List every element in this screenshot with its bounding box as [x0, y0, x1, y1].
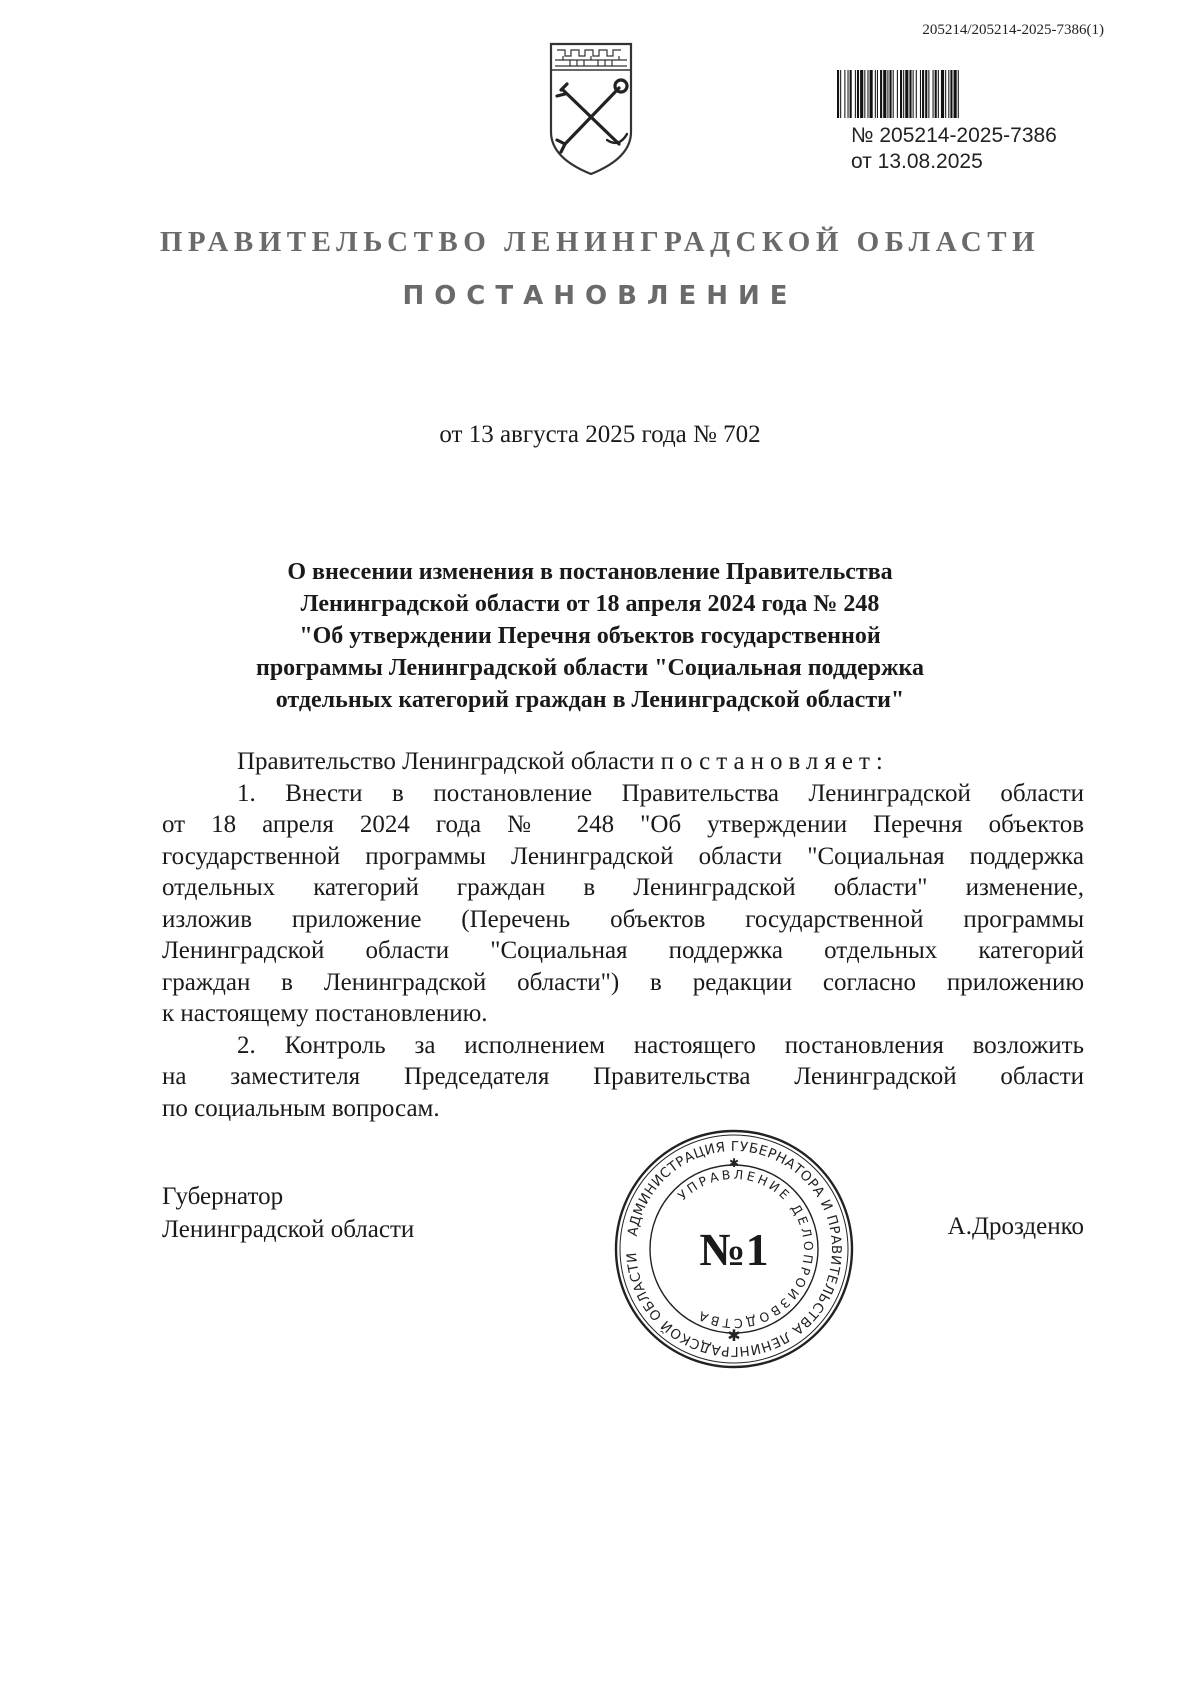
barcode-bar: [905, 70, 908, 118]
signatory-position-line: Губернатор: [162, 1183, 284, 1210]
barcode-bar: [928, 70, 929, 118]
barcode-bar: [875, 70, 876, 118]
document-subject: [160, 556, 1020, 716]
barcode-bar: [880, 70, 882, 118]
document-date-number: от 13 августа 2025 года № 702: [439, 421, 761, 448]
paragraph-1-line: к настоящему постановлению.: [162, 1000, 488, 1027]
barcode-bar: [864, 70, 865, 118]
barcode-bar: [883, 70, 886, 118]
barcode-bar: [933, 70, 934, 118]
subject-line: Ленинградской области от 18 апреля 2024 года № 248: [300, 591, 880, 617]
preamble-text: Правительство Ленинградской области: [237, 748, 661, 775]
barcode-bar: [848, 70, 849, 118]
paragraph-1-line: 1. Внести в постановление Правительства Ленинградской области: [237, 779, 1084, 807]
paragraph-1-line: граждан в Ленинградской области") в редакции согласно приложению: [162, 968, 1084, 996]
barcode-bar: [837, 70, 839, 118]
barcode-bar: [954, 70, 957, 118]
paragraph-1-line: от 18 апреля 2024 года № 248 "Об утверждении Перечня объектов: [162, 811, 1084, 838]
barcode-bar: [941, 70, 944, 118]
paragraph-1-line: изложив приложение (Перечень объектов государственной программы: [162, 905, 1084, 933]
barcode-bar: [935, 70, 937, 118]
document-reference-code: 205214/205214-2025-7386(1): [922, 22, 1104, 38]
barcode-bar: [948, 70, 949, 118]
barcode-bar: [840, 70, 841, 118]
coat-of-arms-emblem: [543, 40, 639, 180]
barcode-bar: [867, 70, 868, 118]
barcode-bar: [887, 70, 888, 118]
paragraph-2-line: 2. Контроль за исполнением настоящего постановления возложить: [237, 1031, 1084, 1059]
official-seal-stamp: [612, 1127, 856, 1371]
paragraph-2-line: по социальным вопросам.: [162, 1094, 440, 1122]
svg-text:✱: ✱: [727, 1326, 741, 1345]
svg-text:УПРАВЛЕНИЕ ДЕЛОПРОИЗВОДСТВА: УПРАВЛЕНИЕ ДЕЛОПРОИЗВОДСТВА: [674, 1166, 817, 1332]
registration-number: № 205214-2025-7386: [851, 124, 1057, 147]
paragraph-1-line: государственной программы Ленинградской области "Социальная поддержка: [162, 842, 1084, 870]
barcode-bar: [870, 70, 873, 118]
paragraph-1-line: Ленинградской области "Социальная поддержка отдельных категорий: [162, 937, 1084, 964]
barcode-bar: [893, 70, 894, 118]
barcode-bar: [877, 70, 878, 118]
barcode-bar: [958, 70, 959, 118]
barcode-bar: [857, 70, 859, 118]
registration-barcode: [836, 70, 1068, 118]
barcode-bar: [913, 70, 914, 118]
barcode-bar: [916, 70, 917, 118]
barcode-bar: [903, 70, 904, 118]
signatory-name: А.Дрозденко: [947, 1213, 1084, 1240]
subject-line: программы Ленинградской области "Социальная поддержка: [255, 655, 924, 681]
paragraph-2-line: на заместителя Председателя Правительства Ленинградской области: [162, 1063, 1084, 1090]
svg-text:✱: ✱: [728, 1156, 740, 1170]
svg-text:АДМИНИСТРАЦИЯ ГУБЕРНАТОРА И ПР: АДМИНИСТРАЦИЯ ГУБЕРНАТОРА И ПРАВИТЕЛЬСТВА ЛЕНИНГРАДСКОЙ ОБЛАСТИ: [623, 1138, 845, 1360]
barcode-bar: [945, 70, 946, 118]
paragraph-1-line: отдельных категорий граждан в Ленинградской области" изменение,: [162, 874, 1084, 901]
barcode-bar: [897, 70, 898, 118]
svg-text:№1: №1: [699, 1224, 769, 1275]
signatory-position: [162, 1180, 414, 1246]
signatory-position-line: Ленинградской области: [162, 1216, 415, 1243]
barcode-bar: [860, 70, 863, 118]
preamble: [162, 746, 1084, 778]
barcode-bar: [900, 70, 902, 118]
subject-line: отдельных категорий граждан в Ленинградской области": [275, 687, 905, 713]
government-title: ПРАВИТЕЛЬСТВО ЛЕНИНГРАДСКОЙ ОБЛАСТИ: [159, 226, 1041, 258]
preamble-verb: постановляет:: [660, 748, 889, 775]
barcode-bar: [909, 70, 911, 118]
barcode-bar: [844, 70, 845, 118]
barcode-bar: [850, 70, 852, 118]
subject-line: "Об утверждении Перечня объектов государственной: [299, 623, 881, 649]
subject-line: О внесении изменения в постановление Правительства: [287, 559, 893, 585]
document-body: [162, 746, 1084, 1124]
registration-date: от 13.08.2025: [851, 150, 983, 173]
barcode-bar: [950, 70, 952, 118]
document-type-title: ПОСТАНОВЛЕНИЕ: [402, 281, 798, 311]
barcode-bar: [890, 70, 892, 118]
barcode-bar: [855, 70, 856, 118]
barcode-bar: [925, 70, 927, 118]
barcode-bar: [922, 70, 924, 118]
barcode-bar: [938, 70, 939, 118]
barcode-bar: [920, 70, 921, 118]
